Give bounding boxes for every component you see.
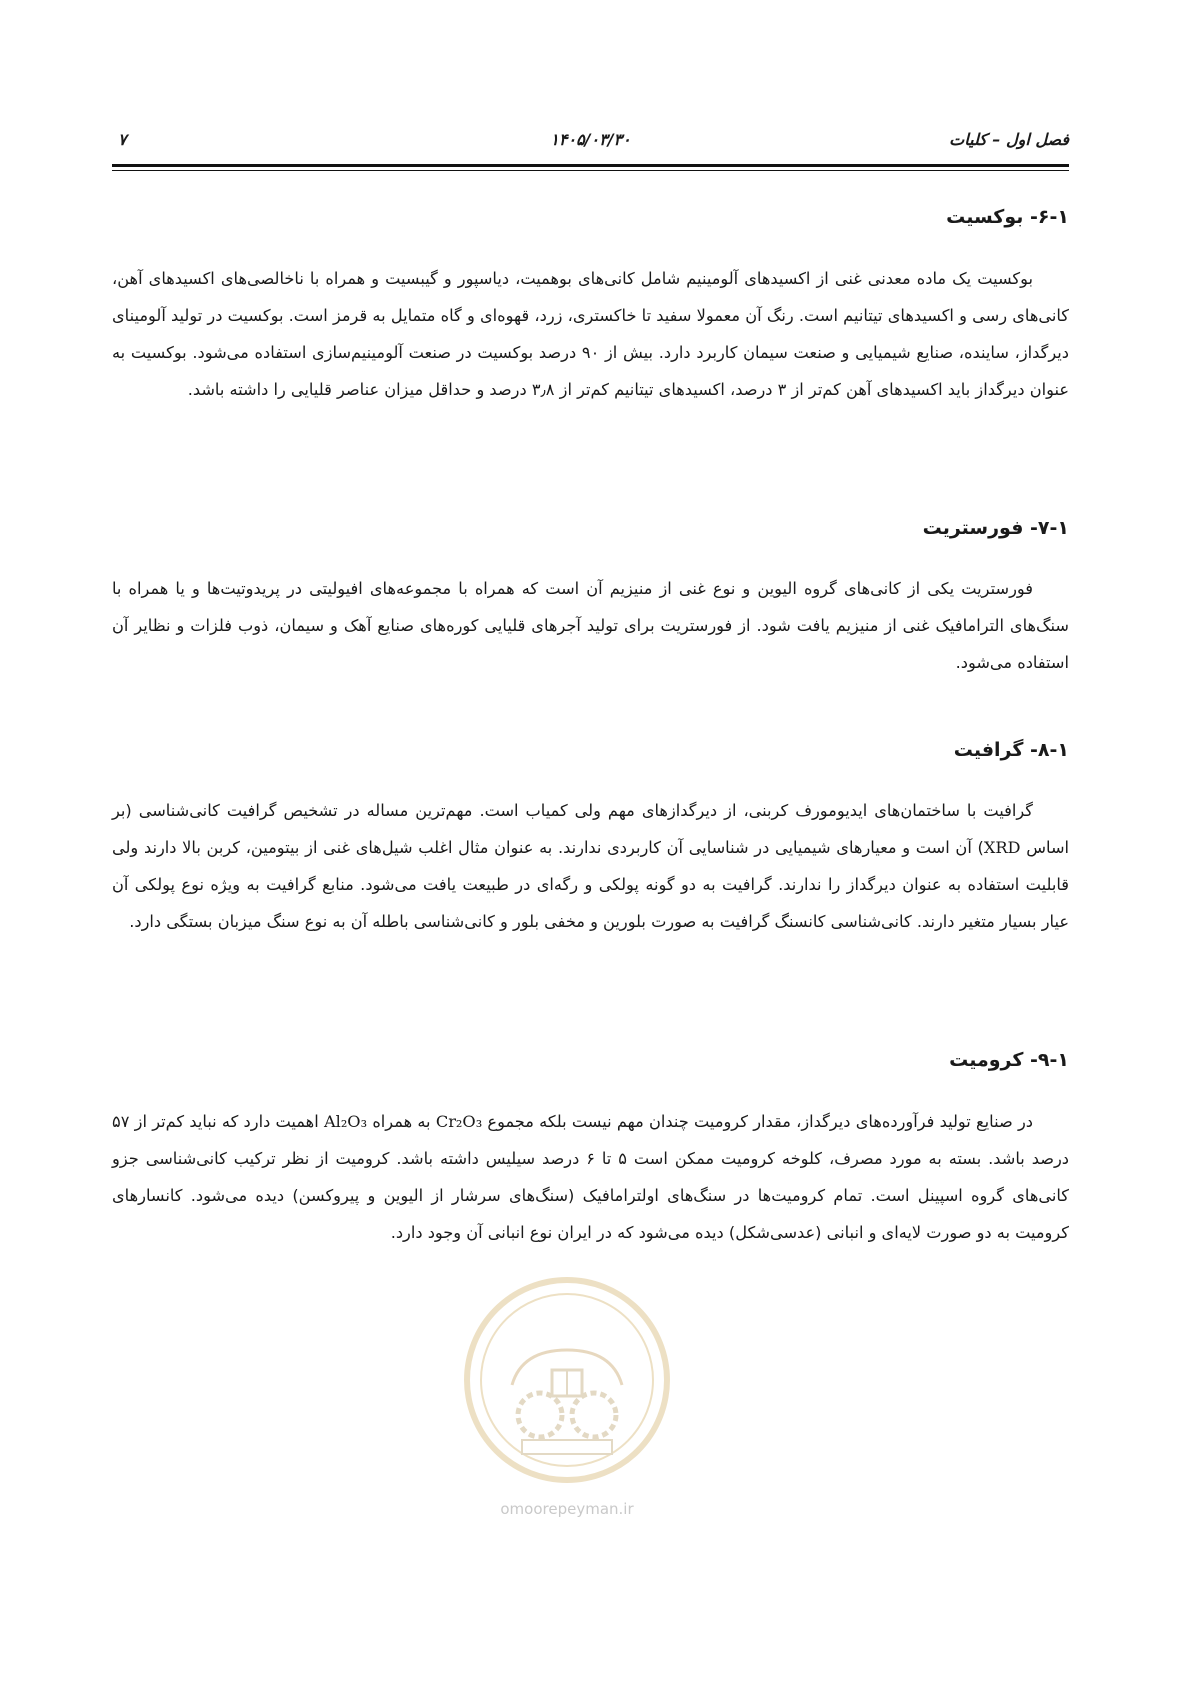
section-paragraph (112, 1103, 1069, 1251)
header-rule-thin (112, 170, 1069, 171)
section-paragraph (112, 792, 1069, 940)
watermark-site: omoorepeyman.ir (500, 1500, 634, 1518)
xrd-term: XRD (983, 838, 1021, 857)
section-paragraph: فورستریت یکی از کانی‌های گروه الیوین و نوع غنی از منیزیم آن است که همراه با مجموعه‌های افیولیتی در پریدوتیت‌ها و یا همراه با سنگ‌های الترامافیک غنی از منیزیم یافت شود. از فورستریت برای تولید آجرهای قلیایی کوره‌های صنایع آهک و سیمان، ذوب فلزات و نظایر آن استفاده می‌شود. (112, 579, 1069, 672)
section-bauxite (112, 202, 1069, 408)
section-paragraph: بوکسیت یک ماده معدنی غنی از اکسیدهای آلومینیم شامل کانی‌های بوهمیت، دیاسپور و گیبسیت و همراه با ناخالصی‌های اکسیدهای آهن، کانی‌های رسی و اکسیدهای تیتانیم است. رنگ آن معمولا سفید تا خاکستری، زرد، قهوه‌ای و گاه متمایل به قرمز است. بوکسیت در تولید آلومینای دیرگداز، ساینده، صنایع شیمیایی و صنعت سیمان کاربرد دارد. بیش از ۹۰ درصد بوکسیت در صنعت آلومینیم‌سازی استفاده می‌شود. بوکسیت به عنوان دیرگداز باید اکسیدهای آهن کم‌تر از ۳ درصد، اکسیدهای تیتانیم کم‌تر از ۳٫۸ درصد و حداقل میزان عناصر قلیایی را داشته باشد. (112, 269, 1069, 399)
section-heading: ۹-۱- کرومیت (949, 1049, 1069, 1071)
paragraph-text: در صنایع تولید فرآورده‌های دیرگداز، مقدار کرومیت چندان مهم نیست بلکه مجموع (482, 1112, 1033, 1131)
watermark (452, 1265, 682, 1525)
chapter-title: فصل اول – کلیات (949, 130, 1069, 149)
section-chromite (112, 1045, 1069, 1251)
paragraph-text: گرافیت با ساختمان‌های ایدیومورف کربنی، از دیرگدازهای مهم ولی کمیاب است. مهم‌ترین مساله در تشخیص گرافیت کانی‌شناسی (بر اساس (112, 801, 1069, 857)
running-header (112, 130, 1069, 156)
section-heading: ۸-۱- گرافیت (953, 739, 1069, 761)
paragraph-text: ) آن است و معیارهای شیمیایی در شناسایی آن کاربردی ندارند. به عنوان مثال اغلب شیل‌های غنی از بیتومین، کربن بالا دارند ولی قابلیت استفاده به عنوان دیرگداز را ندارند. گرافیت به دو گونه پولکی و رگه‌ای در طبیعت یافت می‌شود. منابع گرافیت به ویژه نوع پولکی آن عیار بسیار متغیر دارند. کانی‌شناسی کانسنگ گرافیت به صورت بلورین و مخفی بلور و کانی‌شناسی باطله آن به نوع سنگ میزبان بستگی دارد. (112, 838, 1069, 931)
section-graphite (112, 735, 1069, 940)
al2o3-formula: Al₂O₃ (323, 1112, 368, 1131)
watermark-logo-icon (452, 1265, 682, 1495)
paragraph-text: به همراه (367, 1112, 436, 1131)
page-number: ۷ (118, 130, 127, 149)
paragraph-text: اهمیت دارد که نباید کم‌تر از ۵۷ درصد باشد. بسته به مورد مصرف، کلوخه کرومیت ممکن است ۵ تا ۶ درصد سیلیس داشته باشد. کرومیت از نظر ترکیب کانی‌شناسی جزو کانی‌های گروه اسپینل است. تمام کرومیت‌ها در سنگ‌های اولترامافیک (سنگ‌های سرشار از الیوین و پیروکسن) دیده می‌شود. کانسارهای کرومیت به دو صورت لایه‌ای و انبانی (عدسی‌شکل) دیده می‌شود که در ایران نوع انبانی آن وجود دارد. (112, 1112, 1070, 1242)
section-heading: ۶-۱- بوکسیت (946, 206, 1069, 228)
section-heading: ۷-۱- فورستریت (922, 517, 1069, 539)
header-date: ۱۴۰۵/۰۳/۳۰ (550, 130, 631, 149)
section-forsterite (112, 513, 1069, 681)
cr2o3-formula: Cr₂O₃ (435, 1112, 483, 1131)
header-rule-thick (112, 164, 1069, 167)
